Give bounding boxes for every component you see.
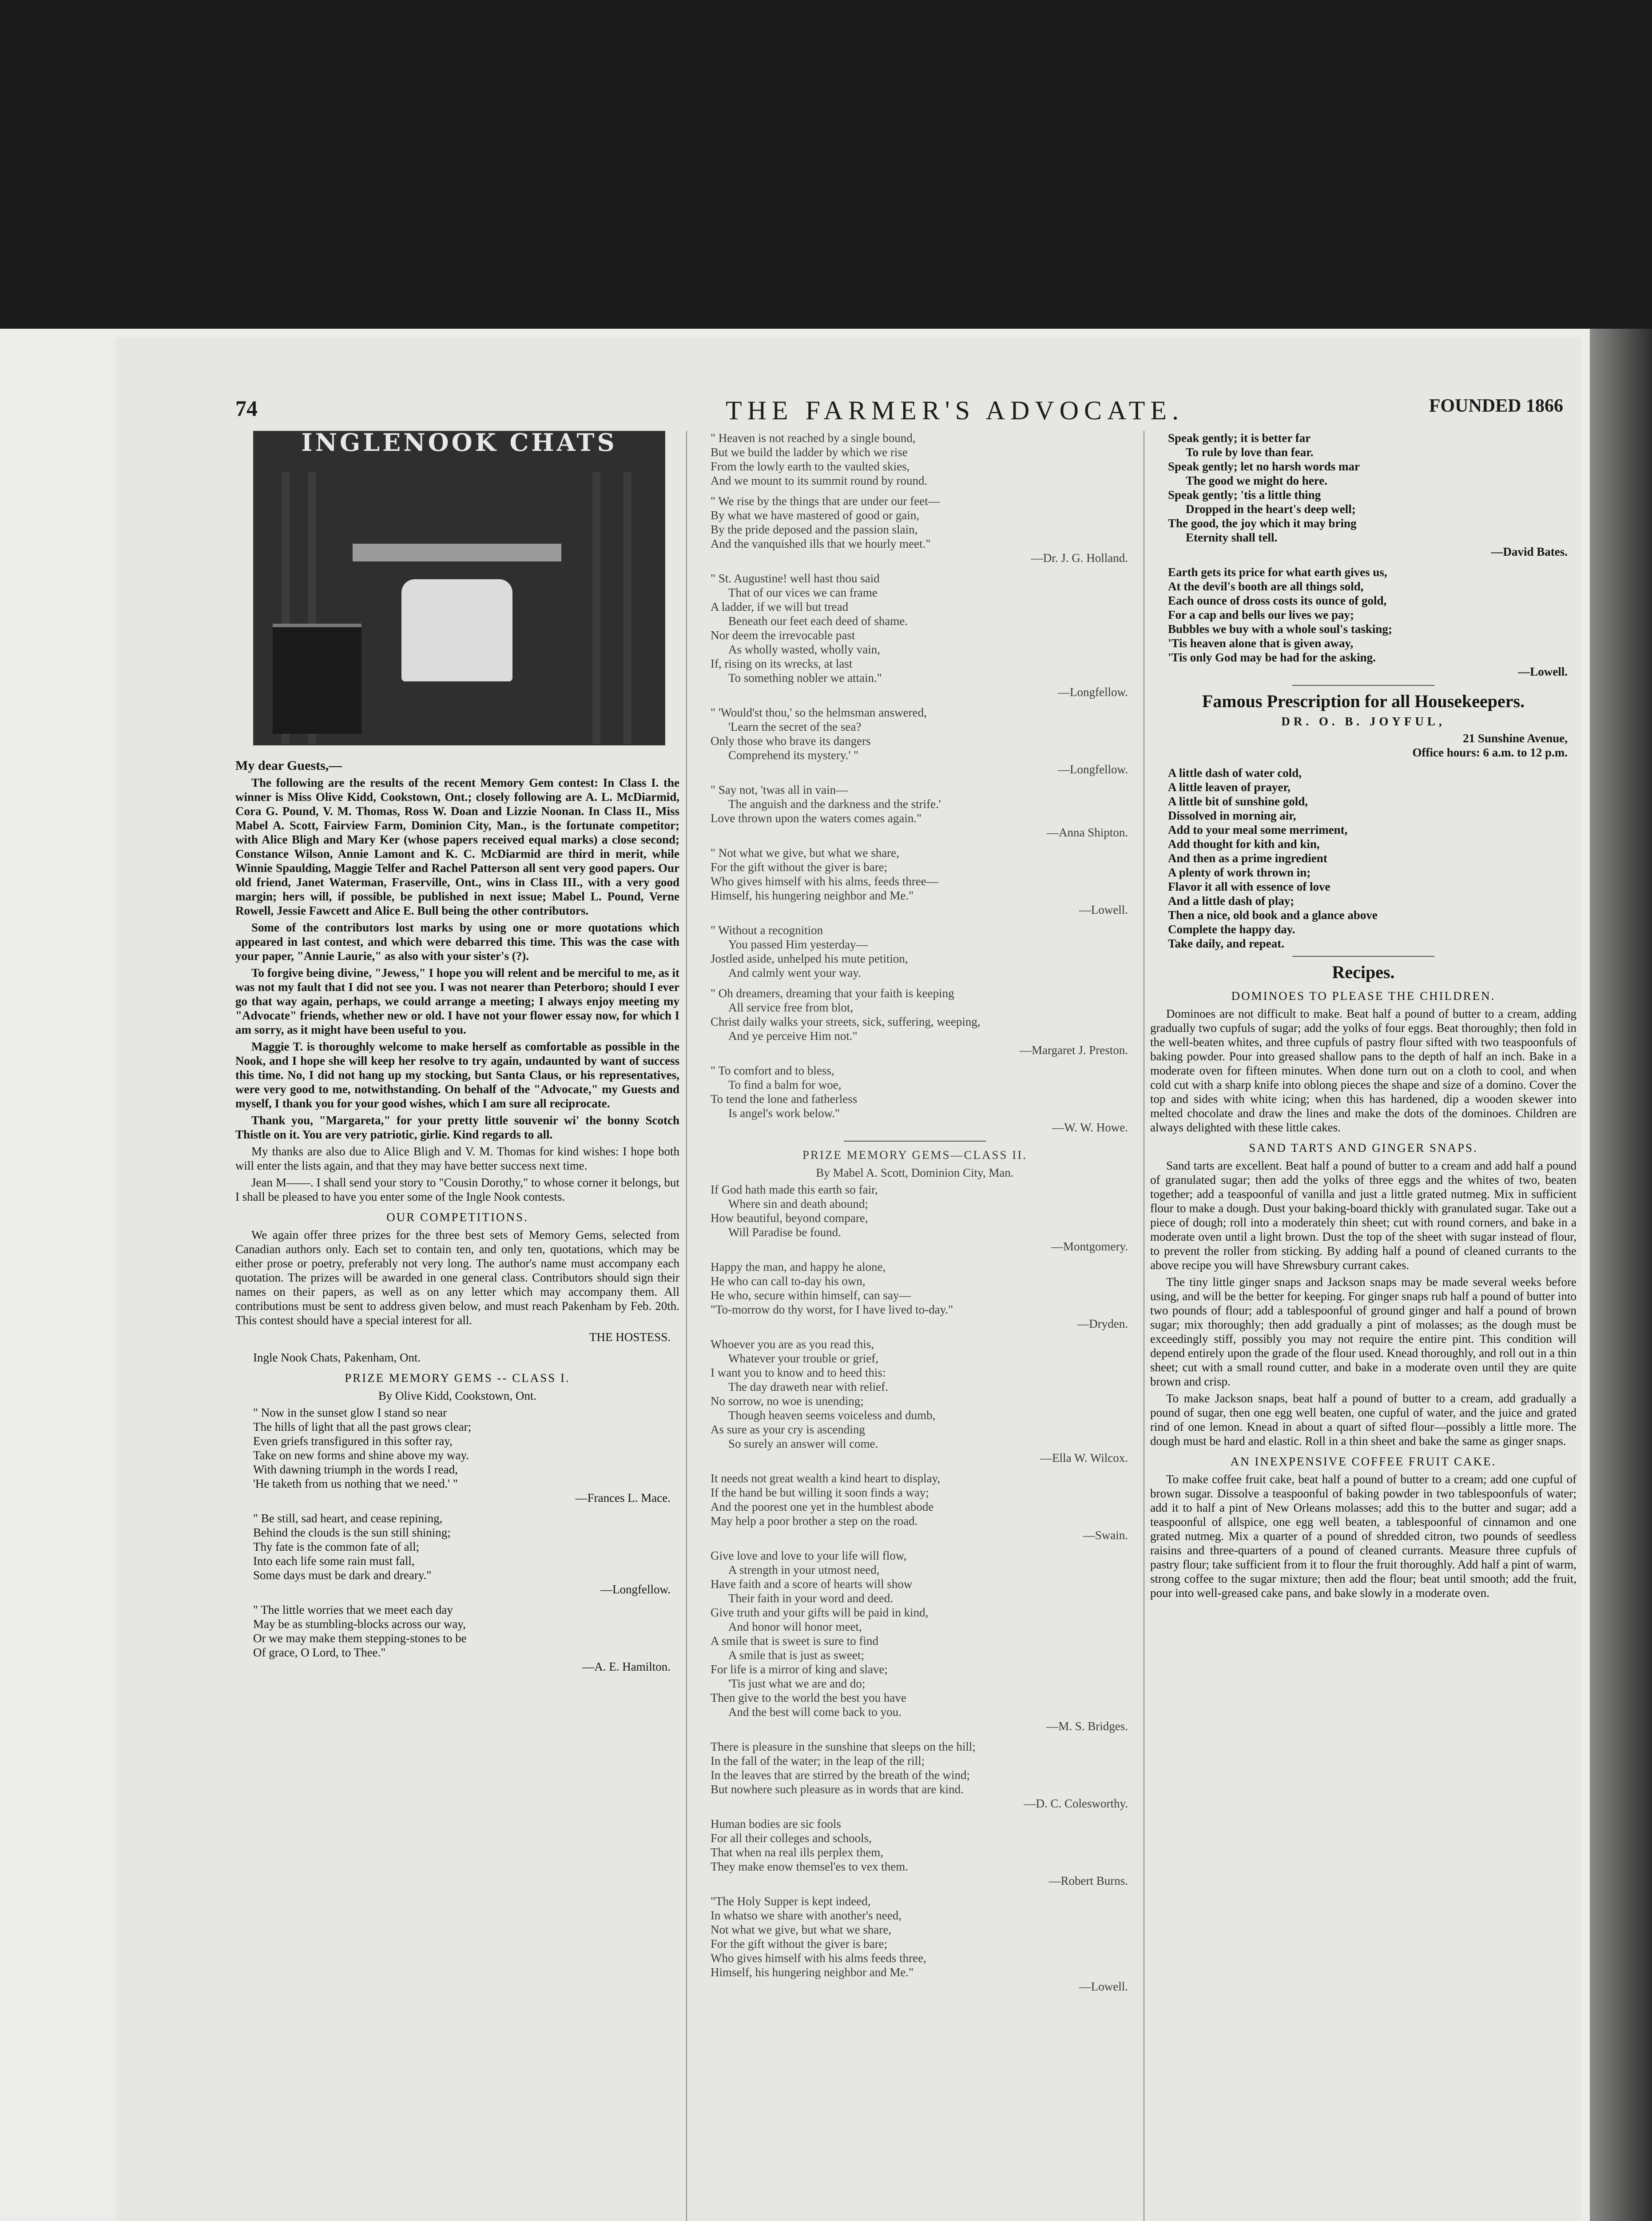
verse-line: Dropped in the heart's deep well; xyxy=(1186,502,1356,516)
paragraph: The following are the results of the recent Memory Gem contest: In Class I. the winner is Miss Olive Kidd, Cookstown, Ont.; closely following are A. L. McDiarmid, Cora G. Pound, V. M. Thomas, Ross W. Doan and Lizzie Noonan. In Class II., Miss Mabel A. Scott, Fairview Farm, Dominion City, Man., is the fortunate competitor; with Alice Bligh and Mary Ker (whose papers received equal marks) a close second; Constance Wilson, Annie Lamont and K. C. McDiarmid are third in merit, while Winnie Spaulding, Maggie Telfer and Rachel Patterson all sent very good papers. Our old friend, Janet Waterman, Fraserville, Ont., wins in Class III., with a very good margin; hers will, if possible, be published in next issue; Mabel L. Pound, Verne Rowell, Jessie Fawcett and Alice E. Bull being the other contributors. xyxy=(235,776,679,917)
chair-illustration xyxy=(273,624,361,734)
verse-line: If the hand be but willing it soon finds a way; xyxy=(711,1486,929,1499)
verse-line: 'Tis heaven alone that is given away, xyxy=(1168,637,1354,650)
verse-line: " Say not, 'twas all in vain— xyxy=(711,783,848,796)
recipe-text: To make coffee fruit cake, beat half a pound of butter to a cream; add one cupful of brown sugar. Dissolve a teaspoonful of baking powder in two tablespoonfuls of water; add it to half a pint of New Orleans molasses; add this to the butter and sugar; add a teaspoonful of allspice, one egg well beaten, a tablespoonful of cinnamon and one grated nutmeg. Mix a quarter of a pound of shredded citron, two pounds of seedless raisins and three-quarters of a pound of cleaned currants. Measure three cupfuls of pastry flour; take sufficient from it to flour the fruit thoroughly. Add half a pint of warm, strong coffee to the sugar mixture; then add the flour; beat until smooth; add the fruit, pour into well-greased cake pans, and bake slowly in a moderate oven. xyxy=(1150,1473,1577,1600)
verse-line: Beneath our feet each deed of shame. xyxy=(728,614,908,628)
attribution: —Longfellow. xyxy=(1058,685,1128,699)
verse-line: And ye perceive Him not." xyxy=(728,1029,858,1043)
verse-line: "The Holy Supper is kept indeed, xyxy=(711,1895,871,1908)
verse-line: A plenty of work thrown in; xyxy=(1168,866,1311,879)
verse-line: The hills of light that all the past grows clear; xyxy=(253,1420,472,1433)
salutation: My dear Guests,— xyxy=(235,758,342,773)
fireplace-illustration xyxy=(401,579,512,681)
verse-line: Flavor it all with essence of love xyxy=(1168,880,1330,893)
verse-line: Then give to the world the best you have xyxy=(711,1691,906,1704)
verse-line: Is angel's work below." xyxy=(728,1107,840,1120)
verse-line: In whatso we share with another's need, xyxy=(711,1909,901,1922)
competitions-heading: OUR COMPETITIONS. xyxy=(386,1210,528,1224)
verse-line: Love thrown upon the waters comes again." xyxy=(711,812,922,825)
verse-line: Not what we give, but what we share, xyxy=(711,1923,892,1936)
newspaper-page xyxy=(115,338,1581,2221)
verse-line: No sorrow, no woe is unending; xyxy=(711,1394,864,1408)
verse-line: 'Learn the secret of the sea? xyxy=(728,720,862,733)
masthead: THE FARMER'S ADVOCATE. xyxy=(725,396,1184,425)
verse-line: But nowhere such pleasure as in words that are kind. xyxy=(711,1783,964,1796)
verse-line: Though heaven seems voiceless and dumb, xyxy=(728,1409,936,1422)
recipe-text: Dominoes are not difficult to make. Beat half a pound of butter to a cream, adding gradually two cupfuls of sugar; add the yolks of four eggs. Beat thoroughly; then fold in the well-beaten whites, and three cupfuls of pastry flour sifted with two teaspoonfuls of baking powder. Pour into greased shallow pans to the depth of half an inch. Bake in a moderate oven for fifteen minutes. When done turn out on a cloth to cool, and when cold cut with a sharp knife into oblong pieces the shape and size of a domino. Cover the top and sides with white icing; when this has hardened, dip a wooden skewer into melted chocolate and draw the lines and make the dots of the dominoes. Children are always delighted with these little cakes. xyxy=(1150,1007,1577,1134)
verse-line: As sure as your cry is ascending xyxy=(711,1423,865,1436)
verse-line: Himself, his hungering neighbor and Me." xyxy=(711,889,914,902)
column-rule xyxy=(686,431,687,2221)
attribution: —Longfellow. xyxy=(600,1583,671,1596)
paragraph: Jean M——. I shall send your story to "Cousin Dorothy," to whose corner it belongs, but I shall be pleased to have you enter some of the Ingle Nook contests. xyxy=(235,1176,679,1203)
paragraph: To forgive being divine, "Jewess," I hope you will relent and be merciful to me, as it was not my fault that I did not see you. I was not nearer than Peterboro; should I ever go that way again, perhaps, we could arrange a meeting; I always enjoy meeting my "Advocate" friends, whether new or old. I have not your flower essay now, for which I am sorry, as it might have been useful to you. xyxy=(235,966,679,1036)
verse-line: In the fall of the water; in the leap of the rill; xyxy=(711,1754,925,1767)
verse-line: The day draweth near with relief. xyxy=(728,1380,888,1393)
verse-line: Even griefs transfigured in this softer ray, xyxy=(253,1434,453,1448)
verse-line: The good, the joy which it may bring xyxy=(1168,517,1357,530)
verse-line: They make enow themsel'es to vex them. xyxy=(711,1860,908,1873)
verse-line: " To comfort and to bless, xyxy=(711,1064,834,1077)
verse-line: Whatever your trouble or grief, xyxy=(728,1352,879,1365)
verse-line: With dawning triumph in the words I read, xyxy=(253,1463,458,1476)
prescription-doctor: DR. O. B. JOYFUL, xyxy=(1281,715,1446,728)
verse-line: As wholly wasted, wholly vain, xyxy=(728,643,880,656)
verse-line: Add to your meal some merriment, xyxy=(1168,823,1348,836)
verse-line: Complete the happy day. xyxy=(1168,923,1295,936)
verse-line: The good we might do here. xyxy=(1186,474,1328,487)
verse-line: Earth gets its price for what earth gives us, xyxy=(1168,565,1387,579)
attribution: —Lowell. xyxy=(1518,665,1568,678)
verse-line: How beautiful, beyond compare, xyxy=(711,1211,868,1225)
verse-line: But we build the ladder by which we rise xyxy=(711,446,908,459)
recipe-text: Sand tarts are excellent. Beat half a pound of butter to a cream and add half a pound of granulated sugar; then add the yolks of three eggs and the whites of two, beaten together; add a teaspoonful of vanilla and just a little grated nutmeg. Mix in sufficient flour to make a dough. Dust your baking-board thickly with granulated sugar. Take out a piece of dough; roll into a moderately thin sheet; cut with round corners, and bake in a moderate oven until a light brown. Dust the top of the sheet with sugar instead of flour, to prevent the roller from sticking. By adding half a pound of cleaned currants to the above recipe you will have Shrewsbury currant cakes. xyxy=(1150,1159,1577,1272)
verse-line: And we mount to its summit round by round. xyxy=(711,474,928,487)
verse-line: Have faith and a score of hearts will show xyxy=(711,1577,913,1591)
verse-line: A little bit of sunshine gold, xyxy=(1168,795,1308,808)
verse-line: 'Tis just what we are and do; xyxy=(728,1677,866,1690)
verse-line: 'He taketh from us nothing that we need.' " xyxy=(253,1477,458,1490)
recipe-heading: AN INEXPENSIVE COFFEE FRUIT CAKE. xyxy=(1230,1455,1497,1468)
verse-line: Add thought for kith and kin, xyxy=(1168,837,1320,851)
verse-line: A little leaven of prayer, xyxy=(1168,780,1291,794)
verse-line: A strength in your utmost need, xyxy=(728,1563,880,1576)
verse-line: " 'Would'st thou,' so the helmsman answered, xyxy=(711,706,927,719)
paragraph: We again offer three prizes for the three best sets of Memory Gems, selected from Canadian authors only. Each set to contain ten, and only ten, quotations, which may be either prose or poetry, preferably not very long. The author's name must accompany each quotation. The prizes will be awarded in one general class. Contributors should sign their names on their papers, as well as on any letter which may accompany them. All contributions must be sent to address given below, and must reach Pakenham by Feb. 20th. This contest should have a special interest for all. xyxy=(235,1228,679,1327)
verse-line: There is pleasure in the sunshine that sleeps on the hill; xyxy=(711,1740,976,1753)
verse-line: And calmly went your way. xyxy=(728,966,861,979)
verse-line: And honor will honor meet, xyxy=(728,1620,862,1633)
prescription-address: 21 Sunshine Avenue, xyxy=(1463,732,1568,745)
paragraph: My thanks are also due to Alice Bligh and V. M. Thomas for kind wishes: I hope both will enter the lists again, and that they may have better success next time. xyxy=(235,1145,679,1172)
verse-line: A ladder, if we will but tread xyxy=(711,600,849,613)
column-recipes xyxy=(1150,431,1577,2221)
verse-line: At the devil's booth are all things sold, xyxy=(1168,580,1364,593)
verse-line: Of grace, O Lord, to Thee." xyxy=(253,1646,386,1659)
verse-line: Whoever you are as you read this, xyxy=(711,1337,874,1351)
verse-line: That of our vices we can frame xyxy=(728,586,878,599)
verse-line: By what we have mastered of good or gain, xyxy=(711,509,920,522)
verse-line: He who, secure within himself, can say— xyxy=(711,1289,911,1302)
attribution: —Swain. xyxy=(1083,1528,1128,1542)
verse-line: To something nobler we attain." xyxy=(728,671,882,685)
verse-line: Himself, his hungering neighbor and Me." xyxy=(711,1966,914,1979)
verse-line: And then as a prime ingredient xyxy=(1168,852,1327,865)
verse-line: Speak gently; let no harsh words mar xyxy=(1168,460,1360,473)
verse-line: Each ounce of dross costs its ounce of gold, xyxy=(1168,594,1387,607)
attribution: —David Bates. xyxy=(1491,545,1568,558)
section-rule xyxy=(1292,685,1434,686)
verse-line: Jostled aside, unhelped his mute petition, xyxy=(711,952,908,965)
founded-note: FOUNDED 1866 xyxy=(1429,396,1563,416)
verse-line: " Without a recognition xyxy=(711,923,823,937)
verse-line: To rule by love than fear. xyxy=(1186,446,1314,459)
attribution: —Frances L. Mace. xyxy=(575,1491,671,1505)
verse-line: Behind the clouds is the sun still shining; xyxy=(253,1526,451,1539)
verse-line: " Be still, sad heart, and cease repining, xyxy=(253,1512,443,1525)
verse-line: To find a balm for woe, xyxy=(728,1078,842,1091)
verse-line: Take on new forms and shine above my way. xyxy=(253,1449,469,1462)
verse-line: "To-morrow do thy worst, for I have lived to-day." xyxy=(711,1303,953,1316)
attribution: —Robert Burns. xyxy=(1048,1874,1128,1887)
attribution: —A. E. Hamilton. xyxy=(582,1660,671,1673)
signature: THE HOSTESS. xyxy=(589,1330,671,1344)
verse-line: Their faith in your word and deed. xyxy=(728,1592,894,1605)
scanned-sheet xyxy=(0,329,1652,2221)
attribution: —D. C. Colesworthy. xyxy=(1024,1797,1128,1810)
recipe-heading: SAND TARTS AND GINGER SNAPS. xyxy=(1249,1141,1478,1154)
class2-heading: PRIZE MEMORY GEMS—CLASS II. xyxy=(802,1148,1028,1162)
verse-line: Only those who brave its dangers xyxy=(711,734,871,748)
page-edge-shadow xyxy=(1590,329,1652,2221)
verse-line: Into each life some rain must fall, xyxy=(253,1554,415,1568)
column-memory-gems xyxy=(693,431,1137,2221)
verse-line: Who gives himself with his alms, feeds three— xyxy=(711,875,938,888)
verse-line: And the best will come back to you. xyxy=(728,1705,901,1719)
attribution: —M. S. Bridges. xyxy=(1046,1719,1128,1733)
verse-line: Some days must be dark and dreary." xyxy=(253,1568,432,1582)
verse-line: For life is a mirror of king and slave; xyxy=(711,1663,888,1676)
verse-line: Give love and love to your life will flow, xyxy=(711,1549,907,1562)
attribution: —Margaret J. Preston. xyxy=(1020,1043,1128,1057)
verse-line: " Not what we give, but what we share, xyxy=(711,846,899,860)
verse-line: I want you to know and to heed this: xyxy=(711,1366,886,1379)
class1-heading: PRIZE MEMORY GEMS -- CLASS I. xyxy=(345,1371,570,1385)
verse-line: From the lowly earth to the vaulted skies, xyxy=(711,460,910,473)
recipe-text: The tiny little ginger snaps and Jackson snaps may be made several weeks before using, and will be the better for keeping. For ginger snaps rub half a pound of butter into two pounds of flour; add a tablespoonful of ground ginger and half a pound of brown sugar; mix thoroughly; then add gradually a pint of molasses; as the dough must be exceedingly stiff, possibly you may not require the entire pint. This condition will depend entirely upon the grade of the flour used. Knead thoroughly, and roll out in a thin sheet; cut with a small round cutter, and bake in a moderate oven until they are quite brown and crisp. xyxy=(1150,1275,1577,1388)
verse-line: Dissolved in morning air, xyxy=(1168,809,1296,822)
attribution: —Dr. J. G. Holland. xyxy=(1031,551,1128,565)
attribution: —Longfellow. xyxy=(1058,763,1128,776)
verse-line: To tend the lone and fatherless xyxy=(711,1092,858,1106)
verse-line: " We rise by the things that are under our feet— xyxy=(711,494,940,508)
verse-line: For all their colleges and schools, xyxy=(711,1831,872,1845)
verse-line: In the leaves that are stirred by the breath of the wind; xyxy=(711,1768,970,1782)
verse-line: Happy the man, and happy he alone, xyxy=(711,1260,886,1274)
attribution: —Ella W. Wilcox. xyxy=(1040,1451,1128,1465)
verse-line: That when na real ills perplex them, xyxy=(711,1846,884,1859)
signature-address: Ingle Nook Chats, Pakenham, Ont. xyxy=(253,1351,421,1364)
verse-line: Speak gently; it is better far xyxy=(1168,431,1311,445)
verse-line: You passed Him yesterday— xyxy=(728,938,868,951)
class2-byline: By Mabel A. Scott, Dominion City, Man. xyxy=(816,1166,1014,1179)
verse-line: Then a nice, old book and a glance above xyxy=(1168,908,1378,922)
verse-line: Thy fate is the common fate of all; xyxy=(253,1540,420,1553)
verse-line: " St. Augustine! well hast thou said xyxy=(711,572,880,585)
verse-line: May be as stumbling-blocks across our way, xyxy=(253,1617,466,1631)
verse-line: A little dash of water cold, xyxy=(1168,766,1302,780)
verse-line: For a cap and bells our lives we pay; xyxy=(1168,608,1354,621)
verse-line: The anguish and the darkness and the strife.' xyxy=(728,797,941,811)
paragraph: Maggie T. is thoroughly welcome to make herself as comfortable as possible in the Nook, and I hope she will keep her resolve to try again, undaunted by want of success this time. No, I did not hang up my stocking, but Santa Claus, or his representatives, were very good to me, notwithstanding. On behalf of the "Advocate," my Guests and myself, I thank you for your good wishes, which I am sure all reciprocate. xyxy=(235,1040,679,1110)
verse-line: Give truth and your gifts will be paid in kind, xyxy=(711,1606,929,1619)
attribution: —Lowell. xyxy=(1079,903,1128,916)
paragraph: Some of the contributors lost marks by using one or more quotations which appeared in last contest, and which were debarred this time. This was the case with your paper, "Annie Laurie," as also with your sister's (?). xyxy=(235,921,679,963)
verse-line: Where sin and death abound; xyxy=(728,1197,868,1210)
verse-line: " The little worries that we meet each day xyxy=(253,1603,453,1616)
recipe-heading: DOMINOES TO PLEASE THE CHILDREN. xyxy=(1231,989,1496,1003)
attribution: —Anna Shipton. xyxy=(1046,826,1128,839)
verse-line: Christ daily walks your streets, sick, suffering, weeping, xyxy=(711,1015,981,1028)
paragraph: Thank you, "Margareta," for your pretty little souvenir wi' the bonny Scotch Thistle on it. You are very patriotic, girlie. Kind regards to all. xyxy=(235,1114,679,1141)
verse-line: If God hath made this earth so fair, xyxy=(711,1183,878,1196)
inglenook-title: INGLENOOK CHATS xyxy=(301,431,617,457)
verse-line: If, rising on its wrecks, at last xyxy=(711,657,853,670)
inglenook-header-engraving xyxy=(253,431,665,745)
recipe-text: To make Jackson snaps, beat half a pound of butter to a cream, add gradually a pound of sugar, then one egg well beaten, one cupful of water, and the juice and grated rind of one lemon. Knead in about a quart of sifted flour—possibly a little more. The dough must be hard and elastic. Roll in a thin sheet and bake the same as ginger snaps. xyxy=(1150,1392,1577,1448)
verse-line: Take daily, and repeat. xyxy=(1168,937,1284,950)
section-rule xyxy=(1292,956,1434,957)
page-number: 74 xyxy=(235,396,258,421)
verse-line: For the gift without the giver is bare; xyxy=(711,860,888,874)
verse-line: 'Tis only God may be had for the asking. xyxy=(1168,651,1376,664)
verse-line: Bubbles we buy with a whole soul's tasking; xyxy=(1168,622,1392,636)
verse-line: He who can call to-day his own, xyxy=(711,1274,866,1288)
verse-line: All service free from blot, xyxy=(728,1001,854,1014)
verse-line: Will Paradise be found. xyxy=(728,1226,841,1239)
verse-line: So surely an answer will come. xyxy=(728,1437,878,1450)
verse-line: A smile that is sweet is sure to find xyxy=(711,1634,878,1648)
attribution: —Lowell. xyxy=(1079,1980,1128,1993)
prescription-hours: Office hours: 6 a.m. to 12 p.m. xyxy=(1412,746,1568,759)
attribution: —W. W. Howe. xyxy=(1052,1121,1128,1134)
recipes-heading: Recipes. xyxy=(1332,962,1395,982)
verse-line: Human bodies are sic fools xyxy=(711,1817,841,1831)
verse-line: Eternity shall tell. xyxy=(1186,531,1278,544)
verse-line: " Oh dreamers, dreaming that your faith is keeping xyxy=(711,987,954,1000)
attribution: —Dryden. xyxy=(1077,1317,1128,1330)
verse-line: And the vanquished ills that we hourly meet." xyxy=(711,537,931,550)
verse-line: " Heaven is not reached by a single bound, xyxy=(711,431,916,445)
verse-line: " Now in the sunset glow I stand so near xyxy=(253,1406,447,1419)
verse-line: Nor deem the irrevocable past xyxy=(711,629,855,642)
section-rule xyxy=(844,1141,986,1142)
class1-byline: By Olive Kidd, Cookstown, Ont. xyxy=(378,1389,537,1402)
verse-line: May help a poor brother a step on the road. xyxy=(711,1514,918,1528)
column-inglenook xyxy=(235,431,679,2221)
verse-line: For the gift without the giver is bare; xyxy=(711,1937,888,1950)
verse-line: Who gives himself with his alms feeds three, xyxy=(711,1951,926,1965)
verse-line: By the pride deposed and the passion slain, xyxy=(711,523,918,536)
verse-line: A smile that is just as sweet; xyxy=(728,1648,864,1662)
verse-line: Comprehend its mystery.' " xyxy=(728,748,859,762)
verse-line: Speak gently; 'tis a little thing xyxy=(1168,488,1321,502)
verse-line: And a little dash of play; xyxy=(1168,894,1295,908)
attribution: —Montgomery. xyxy=(1051,1240,1128,1253)
verse-line: Or we may make them stepping-stones to be xyxy=(253,1632,467,1645)
verse-line: It needs not great wealth a kind heart to display, xyxy=(711,1472,941,1485)
prescription-heading: Famous Prescription for all Housekeepers. xyxy=(1202,691,1525,711)
verse-line: And the poorest one yet in the humblest abode xyxy=(711,1500,934,1513)
